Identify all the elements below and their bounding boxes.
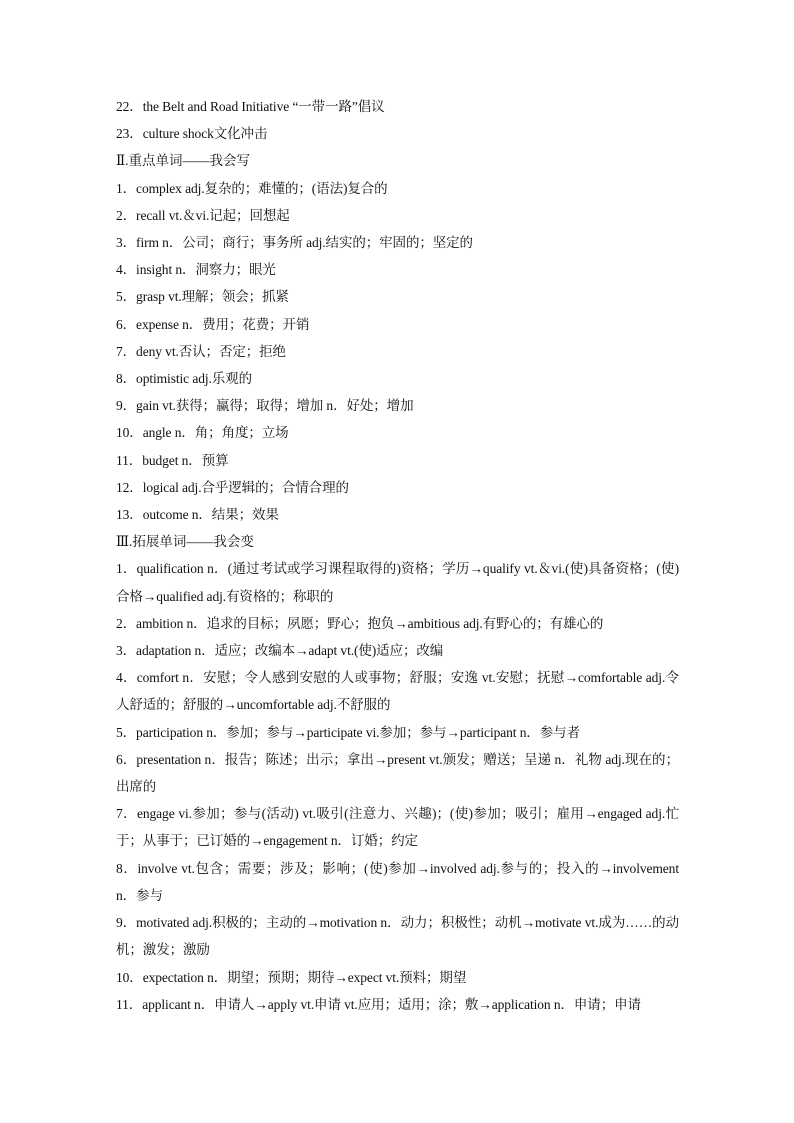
vocab-item: 8．optimistic adj.乐观的 [116, 371, 252, 387]
vocab-item: 3．firm n．公司；商行；事务所 adj.结实的；牢固的；坚定的 [116, 235, 473, 251]
vocab-item: 11．applicant n．申请人→apply vt.申请 vt.应用；适用；涂；敷→application n．申请；申请 [116, 996, 641, 1012]
section-heading-extended-words: Ⅲ.拓展单词——我会变 [116, 534, 254, 550]
vocab-item: 1．qualification n．(通过考试或学习课程取得的)资格；学历→qualify vt.＆vi.(使)具备资格；(使)合格→qualified adj.有资格的；称职的 [116, 561, 679, 604]
vocab-item: 11．budget n．预算 [116, 452, 229, 468]
section-heading-key-words: Ⅱ.重点单词——我会写 [116, 153, 251, 169]
vocab-item: 9．gain vt.获得；赢得；取得；增加 n．好处；增加 [116, 398, 414, 414]
vocab-item: 2．ambition n．追求的目标；夙愿；野心；抱负→ambitious adj.有野心的；有雄心的 [116, 615, 604, 631]
vocab-item: 7．deny vt.否认；否定；拒绝 [116, 343, 286, 359]
vocab-item: 6．presentation n．报告；陈述；出示；拿出→present vt.颁发；赠送；呈递 n．礼物 adj.现在的；出席的 [116, 751, 679, 795]
vocab-item: 2．recall vt.＆vi.记起；回想起 [116, 207, 290, 223]
vocab-item: 1．complex adj.复杂的；难懂的；(语法)复合的 [116, 180, 388, 196]
vocab-item: 5．participation n．参加；参与→participate vi.参加；参与→participant n．参与者 [116, 724, 580, 740]
vocab-item: 6．expense n．费用；花费；开销 [116, 316, 310, 332]
vocab-item: 5．grasp vt.理解；领会；抓紧 [116, 289, 289, 305]
vocab-item: 7．engage vi.参加；参与(活动) vt.吸引(注意力、兴趣)；(使)参加；吸引；雇用→engaged adj.忙于；从事于；已订婚的→engagement n．订婚；约定 [116, 806, 679, 849]
vocab-item: 9．motivated adj.积极的；主动的→motivation n．动力；积极性；动机→motivate vt.成为……的动机；激发；激励 [116, 915, 679, 958]
vocab-item: 4．comfort n．安慰；令人感到安慰的人或事物；舒服；安逸 vt.安慰；抚慰→comfortable adj.令人舒适的；舒服的→uncomfortable adj.不舒服的 [116, 670, 679, 713]
vocab-item: 23．culture shock文化冲击 [116, 126, 268, 142]
vocab-item: 3．adaptation n．适应；改编本→adapt vt.(使)适应；改编 [116, 643, 444, 659]
vocab-item: 8．involve vt.包含；需要；涉及；影响；(使)参加→involved adj.参与的；投入的→involvement n．参与 [116, 860, 679, 903]
vocab-item: 12．logical adj.合乎逻辑的；合情合理的 [116, 479, 349, 495]
vocab-item: 10．expectation n．期望；预期；期待→expect vt.预料；期望 [116, 969, 467, 985]
vocab-item: 13．outcome n．结果；效果 [116, 507, 279, 523]
vocab-item: 22．the Belt and Road Initiative “一带一路”倡议 [116, 99, 385, 114]
vocab-item: 10．angle n．角；角度；立场 [116, 425, 289, 441]
vocabulary-page [116, 93, 679, 1018]
vocab-item: 4．insight n．洞察力；眼光 [116, 262, 276, 278]
